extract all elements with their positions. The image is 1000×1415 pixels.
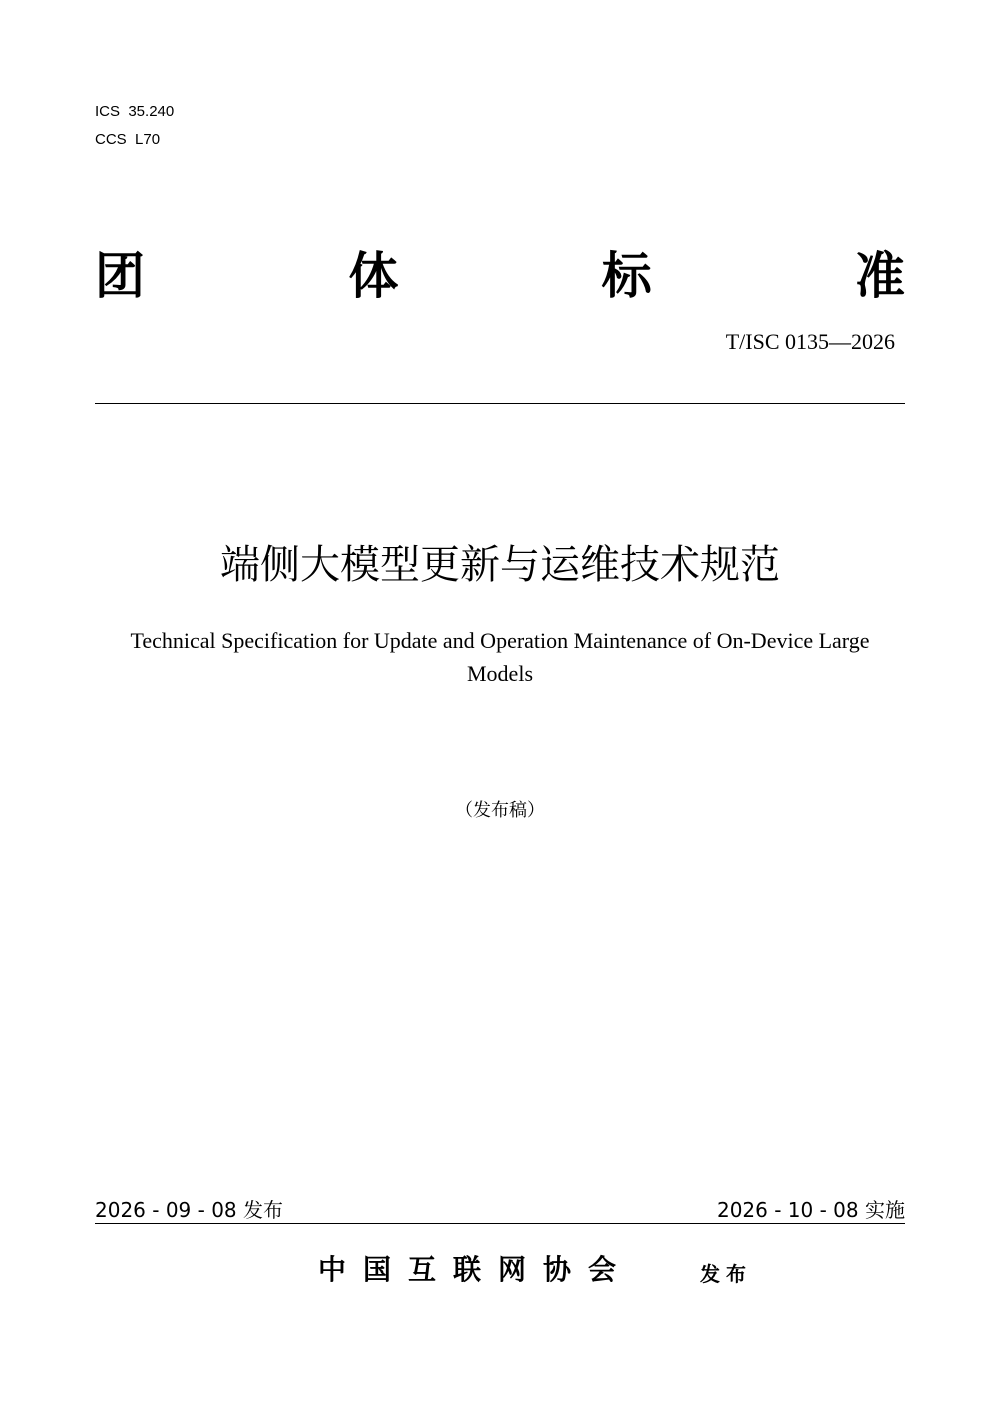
standard-type-heading bbox=[95, 246, 905, 306]
bottom-divider bbox=[95, 1223, 905, 1224]
standard-type-char: 体 bbox=[348, 247, 399, 305]
ics-code: ICS 35.240 bbox=[95, 103, 175, 120]
title-chinese: 端侧大模型更新与运维技术规范 bbox=[220, 542, 780, 588]
standard-type-char: 团 bbox=[95, 247, 145, 305]
top-divider bbox=[95, 403, 905, 404]
standard-type-char: 标 bbox=[601, 247, 652, 305]
publish-date: 2026 - 09 - 08 发布 bbox=[95, 1198, 284, 1222]
ccs-code: CCS L70 bbox=[95, 131, 161, 148]
classification-codes bbox=[95, 98, 174, 154]
standard-number: T/ISC 0135—2026 bbox=[725, 329, 895, 354]
issuer-verb: 发布 bbox=[700, 1262, 752, 1286]
title-english: Technical Specification for Update and Operation Maintenance of On-Device Large Models bbox=[130, 628, 870, 686]
date-row bbox=[95, 1196, 905, 1224]
issuer-name: 中国互联网协会 bbox=[318, 1253, 634, 1286]
implement-date: 2026 - 10 - 08 实施 bbox=[716, 1198, 905, 1222]
draft-status: （发布稿） bbox=[455, 800, 545, 821]
issuer-row bbox=[0, 1248, 1000, 1292]
standard-type-char: 准 bbox=[854, 247, 905, 305]
